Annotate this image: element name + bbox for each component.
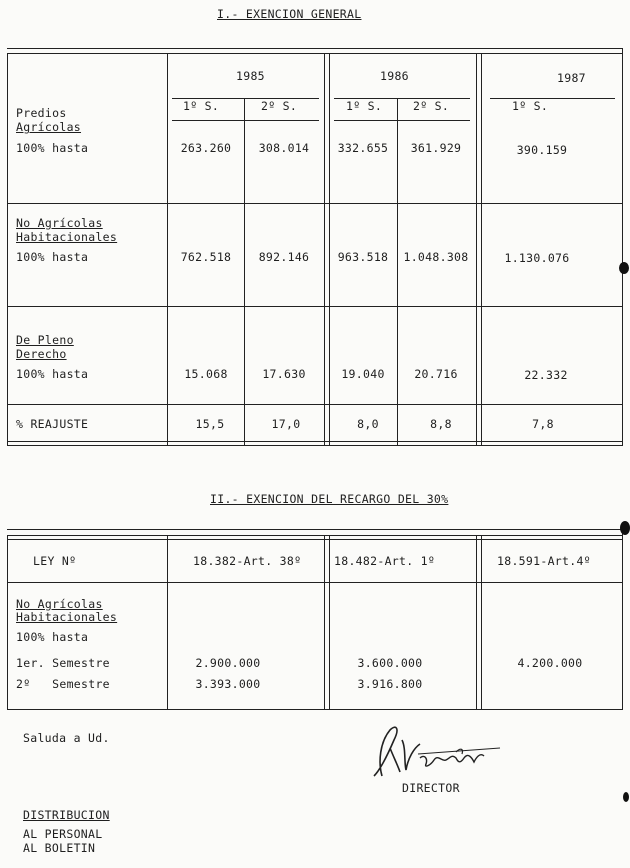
value-cell: 8,8 <box>430 417 452 431</box>
value-cell: 3.600.000 <box>357 656 423 670</box>
semester1-label: 1er. Semestre <box>16 656 110 670</box>
law-cell: 18.482-Art. 1º <box>334 554 436 568</box>
value-cell: 332.655 <box>337 141 389 155</box>
row-label: Agrícolas <box>16 120 82 134</box>
value-cell: 15.068 <box>184 367 228 381</box>
row-sub: 100% hasta <box>16 630 89 644</box>
semester2-label: 2º Semestre <box>16 677 110 691</box>
value-cell: 361.929 <box>410 141 462 155</box>
row-label: % REAJUSTE <box>16 417 89 431</box>
scan-mark <box>620 521 630 535</box>
value-cell: 22.332 <box>524 368 568 382</box>
row-label: No Agrícolas <box>16 597 103 611</box>
value-cell: 390.159 <box>516 143 568 157</box>
value-cell: 15,5 <box>195 417 225 431</box>
value-cell: 20.716 <box>414 367 458 381</box>
semester-header: 1º S. <box>512 99 549 113</box>
value-cell: 3.916.800 <box>357 677 423 691</box>
year-1985: 1985 <box>236 69 265 83</box>
value-cell: 4.200.000 <box>517 656 583 670</box>
section2-title: II.- EXENCION DEL RECARGO DEL 30% <box>210 492 449 506</box>
row-sub: 100% hasta <box>16 141 89 155</box>
row-sub: 100% hasta <box>16 367 89 381</box>
row-label: Habitacionales <box>16 230 118 244</box>
value-cell: 19.040 <box>341 367 385 381</box>
value-cell: 1.048.308 <box>403 250 469 264</box>
value-cell: 1.130.076 <box>504 251 570 265</box>
distribution-title: DISTRIBUCION <box>23 808 110 822</box>
semester-header: 1º S. <box>346 99 383 113</box>
greeting: Saluda a Ud. <box>23 731 110 745</box>
law-cell: 18.382-Art. 38º <box>193 554 302 568</box>
value-cell: 8,0 <box>357 417 379 431</box>
law-header-label: LEY Nº <box>33 554 77 568</box>
section1-title: I.- EXENCION GENERAL <box>217 7 362 21</box>
row-label: Derecho <box>16 347 67 361</box>
value-cell: 7,8 <box>532 417 554 431</box>
value-cell: 762.518 <box>180 250 232 264</box>
distribution-item: AL BOLETIN <box>23 841 96 855</box>
value-cell: 892.146 <box>258 250 310 264</box>
value-cell: 2.900.000 <box>195 656 261 670</box>
row-label: No Agrícolas <box>16 216 103 230</box>
value-cell: 963.518 <box>337 250 389 264</box>
value-cell: 263.260 <box>180 141 232 155</box>
year-1986: 1986 <box>380 69 409 83</box>
semester-header: 2º S. <box>261 99 298 113</box>
year-1987: 1987 <box>557 71 586 85</box>
signer-title: DIRECTOR <box>402 781 460 795</box>
semester-header: 2º S. <box>413 99 450 113</box>
row-label: Habitacionales <box>16 610 118 624</box>
law-cell: 18.591-Art.4º <box>497 554 591 568</box>
value-cell: 17,0 <box>271 417 301 431</box>
row-label: De Pleno <box>16 333 74 347</box>
row-sub: 100% hasta <box>16 250 89 264</box>
scan-mark <box>623 792 629 802</box>
row-label: Predios <box>16 106 67 120</box>
scan-mark <box>619 262 629 274</box>
value-cell: 308.014 <box>258 141 310 155</box>
value-cell: 17.630 <box>262 367 306 381</box>
value-cell: 3.393.000 <box>195 677 261 691</box>
distribution-item: AL PERSONAL <box>23 827 103 841</box>
semester-header: 1º S. <box>183 99 220 113</box>
signature-image <box>360 718 510 782</box>
